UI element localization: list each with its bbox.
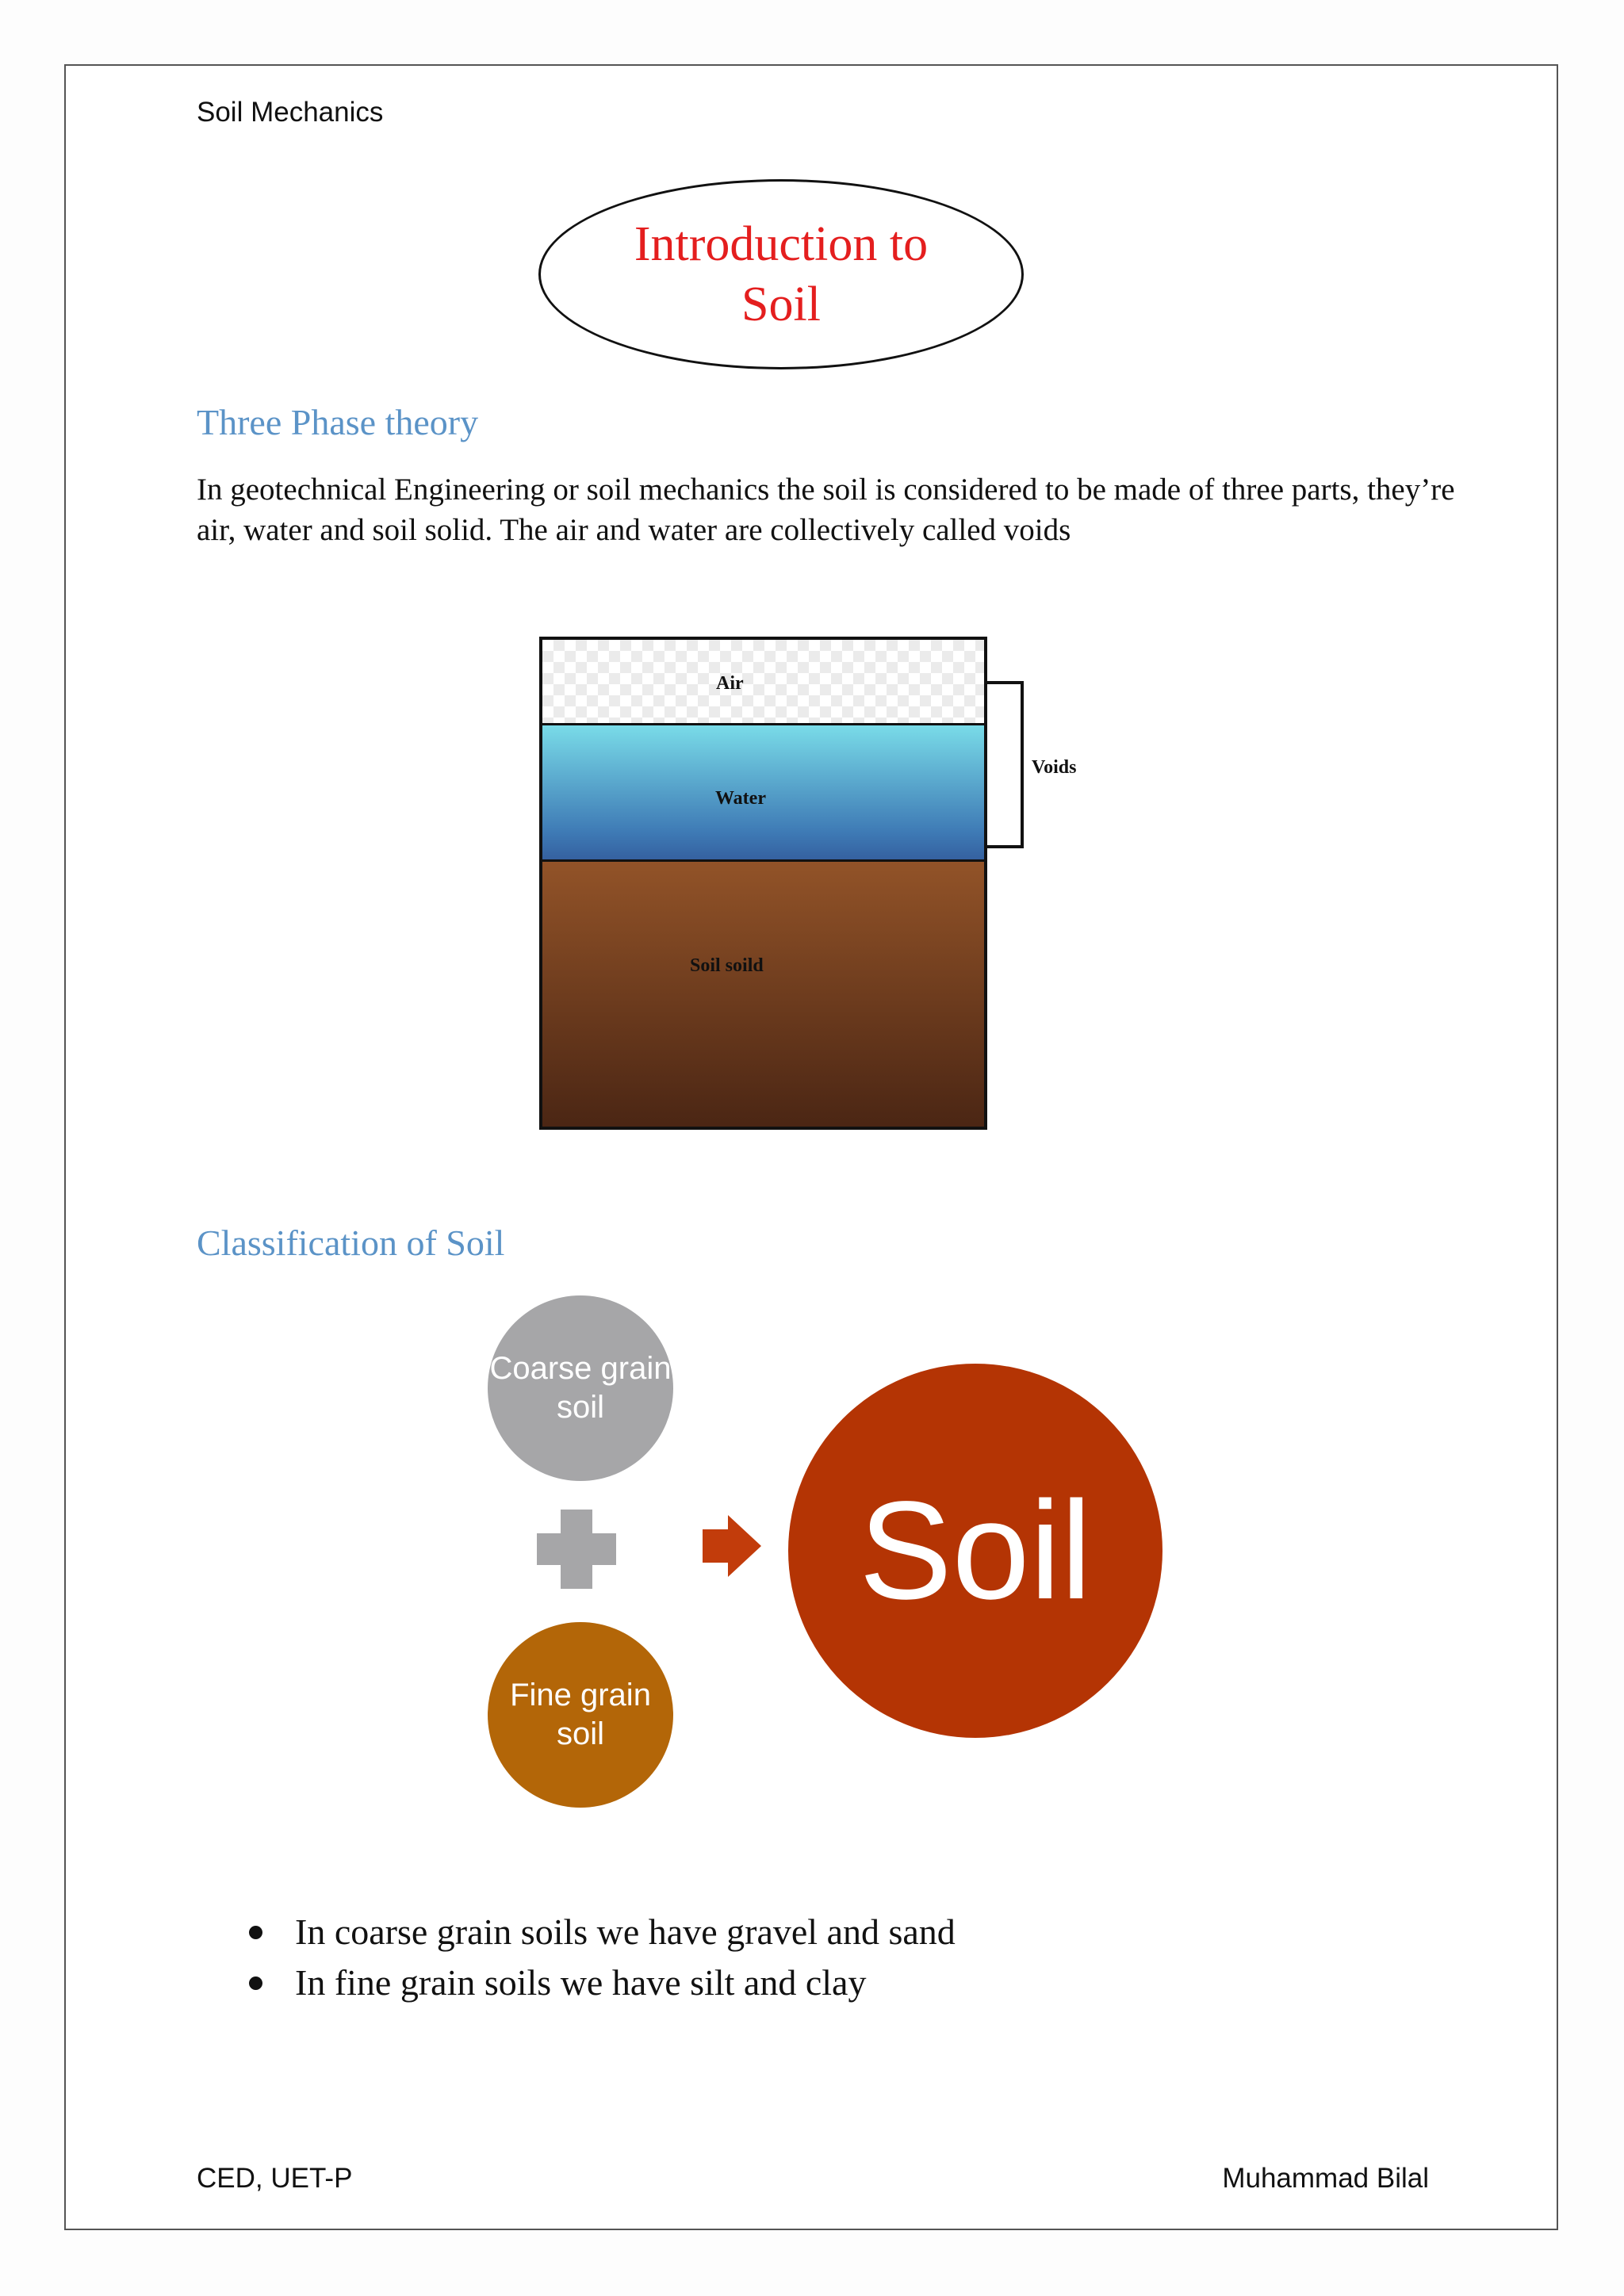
voids-bracket	[984, 681, 1024, 848]
soil-result-circle	[788, 1364, 1162, 1738]
air-label: Air	[716, 673, 744, 694]
three-phase-paragraph: In geotechnical Engineering or soil mechanics the soil is considered to be made of three parts, they’re air, water and soil solid. The air and water are collectively called voids	[197, 473, 1455, 547]
bullet-icon	[249, 1976, 262, 1990]
title-oval	[538, 179, 1024, 369]
soil-solid-label: Soil soild	[690, 955, 764, 976]
air-layer	[542, 640, 984, 725]
list-item-text: In fine grain soils we have silt and clay	[295, 1962, 867, 2003]
voids-label: Voids	[1032, 757, 1077, 778]
section-heading-classification: Classification of Soil	[197, 1223, 505, 1263]
page-header: Soil Mechanics	[197, 97, 384, 128]
soil-result-label: Soil	[859, 1473, 1092, 1628]
coarse-grain-label: Coarse grain soil	[489, 1351, 672, 1425]
list-item-text: In coarse grain soils we have gravel and sand	[295, 1911, 956, 1952]
section-heading-three-phase: Three Phase theory	[197, 402, 479, 442]
water-label: Water	[715, 788, 766, 809]
fine-grain-label: Fine grain soil	[510, 1678, 651, 1751]
footer-left: CED, UET-P	[197, 2163, 353, 2194]
coarse-grain-circle	[488, 1295, 673, 1481]
fine-grain-circle	[488, 1622, 673, 1808]
page-frame	[64, 64, 1558, 2230]
water-layer	[542, 725, 984, 862]
soil-solid-layer	[542, 862, 984, 1127]
footer-right: Muhammad Bilal	[1222, 2163, 1429, 2194]
list-item	[246, 1907, 956, 1957]
plus-icon-bar	[537, 1533, 616, 1565]
arrow-right-icon	[703, 1529, 730, 1563]
bullet-icon	[249, 1926, 262, 1939]
three-phase-diagram	[539, 637, 987, 1130]
arrow-right-icon-head	[728, 1515, 761, 1577]
soil-bullet-list	[246, 1907, 956, 2008]
list-item	[246, 1957, 956, 2008]
page-title: Introduction to Soil	[634, 217, 929, 331]
